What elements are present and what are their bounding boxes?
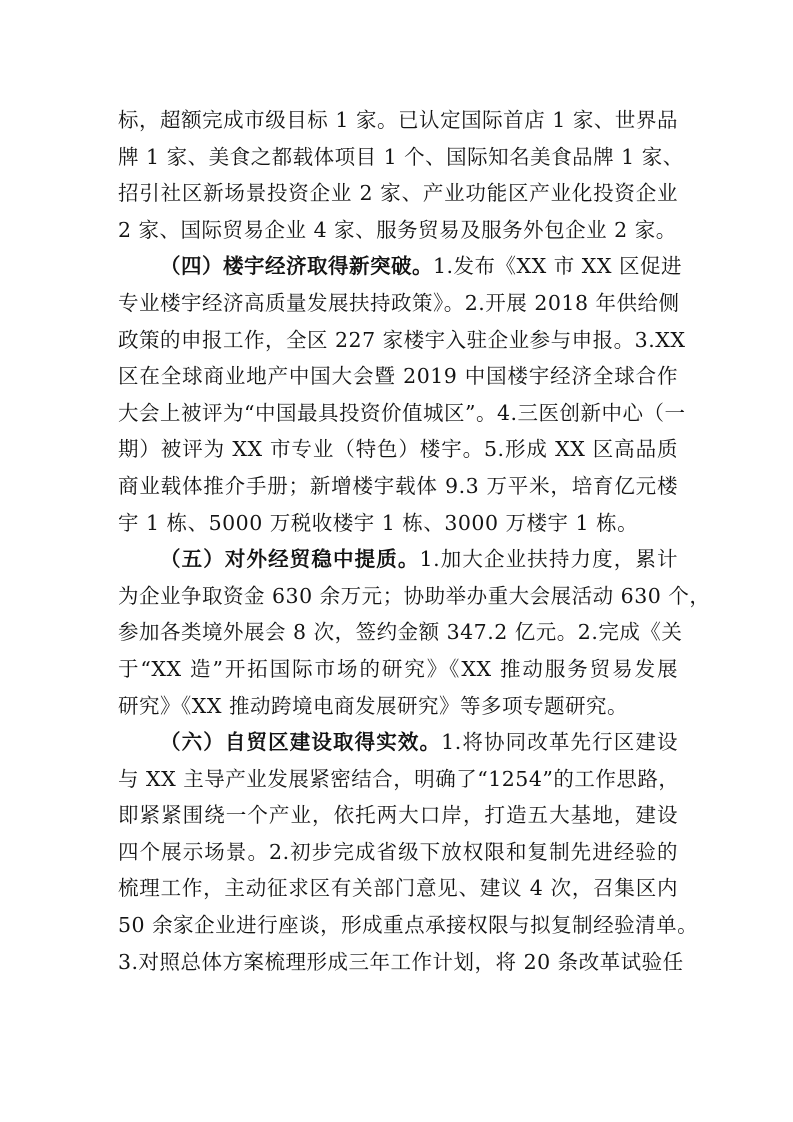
paragraph-continued [118,102,684,248]
paragraph-building-economy [118,248,686,541]
document-page [118,102,711,980]
text-line: 为企业争取资金 630 余万元；协助举办重大会展活动 630 个， [118,583,711,608]
text-line: 2 家、国际贸易企业 4 家、服务贸易及服务外包企业 2 家。 [118,217,677,242]
text-line: 梳理工作，主动征求区有关部门意见、建议 4 次，召集区内 [118,876,678,901]
paragraph-free-trade-zone [118,724,699,980]
text-line: 宇 1 栋、5000 万税收楼宇 1 栋、3000 万楼宇 1 栋。 [118,510,639,535]
text-line: 于“XX 造”开拓国际市场的研究》《XX 推动服务贸易发展 [118,656,678,681]
text-line: 招引社区新场景投资企业 2 家、产业功能区产业化投资企业 [118,181,678,206]
text-line: 即紧紧围绕一个产业，依托两大口岸，打造五大基地，建设 [118,803,678,828]
section-heading: （六）自贸区建设取得实效。 [160,730,442,755]
text-line [118,541,678,578]
text-line: 与 XX 主导产业发展紧密结合，明确了“1254”的工作思路， [118,766,680,791]
text-span: 1.发布《XX 市 XX 区促进 [433,254,682,279]
text-line: 四个展示场景。2.初步完成省级下放权限和复制先进经验的 [118,839,678,864]
text-line: 研究》《XX 推动跨境电商发展研究》等多项专题研究。 [118,693,628,718]
text-line [118,724,678,761]
text-line: 大会上被评为“中国最具投资价值城区”。4.三医创新中心（一 [118,400,686,425]
text-line: 50 余家企业进行座谈，形成重点承接权限与拟复制经验清单。 [118,913,699,938]
text-line: 区在全球商业地产中国大会暨 2019 中国楼宇经济全球合作 [118,364,678,389]
text-line: 专业楼宇经济高质量发展扶持政策》。2.开展 2018 年供给侧 [118,290,680,315]
text-span: 1.将协同改革先行区建设 [441,730,679,755]
section-heading: （四）楼宇经济取得新突破。 [160,254,433,279]
section-heading: （五）对外经贸稳中提质。 [160,547,420,572]
text-line: 政策的申报工作，全区 227 家楼宇入驻企业参与申报。3.XX [118,327,686,352]
text-line [118,248,682,285]
text-line: 期）被评为 XX 市专业（特色）楼宇。5.形成 XX 区高品质 [118,437,678,462]
text-line: 牌 1 家、美食之都载体项目 1 个、国际知名美食品牌 1 家、 [118,144,684,169]
paragraph-foreign-trade [118,541,711,724]
text-line: 商业载体推介手册；新增楼宇载体 9.3 万平米，培育亿元楼 [118,473,678,498]
text-line: 参加各类境外展会 8 次，签约金额 347.2 亿元。2.完成《关 [118,620,683,645]
text-line: 标，超额完成市级目标 1 家。已认定国际首店 1 家、世界品 [118,108,678,132]
text-span: 1.加大企业扶持力度，累计 [419,547,679,572]
text-line: 3.对照总体方案梳理形成三年工作计划，将 20 条改革试验任 [118,949,684,974]
